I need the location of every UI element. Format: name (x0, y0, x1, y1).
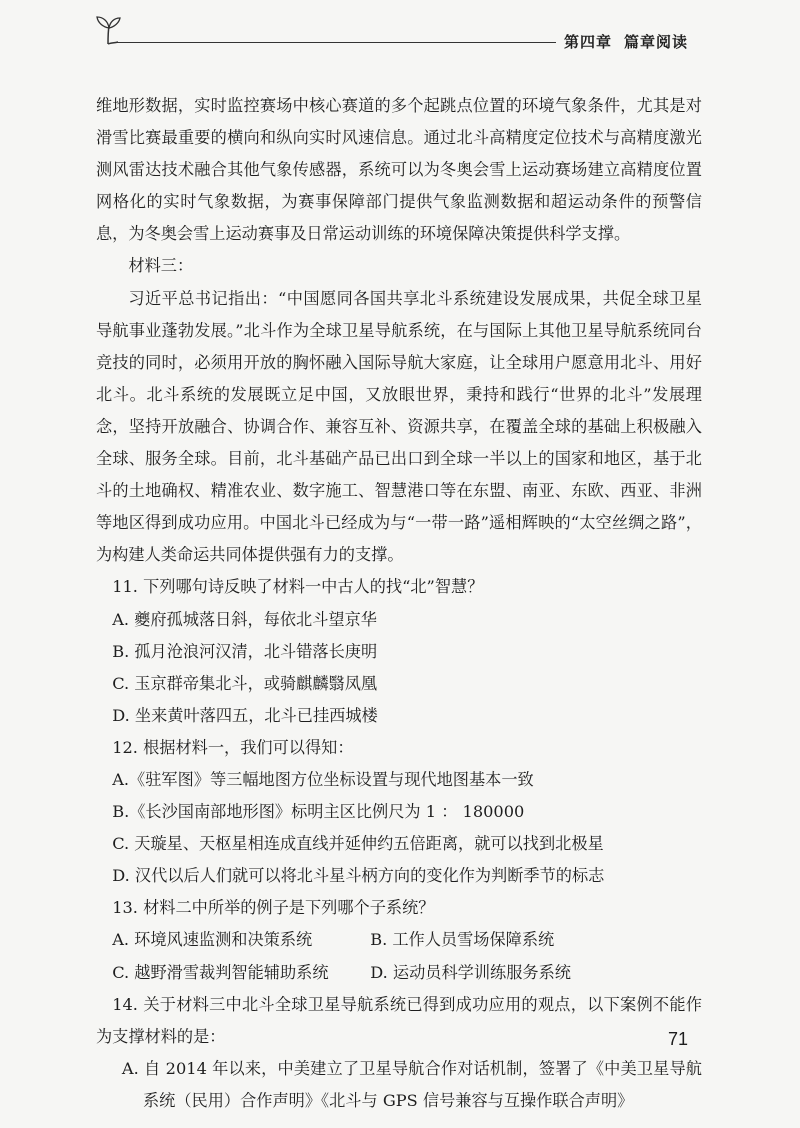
section-title: 篇章阅读 (624, 33, 689, 51)
option-b: B.《长沙国南部地形图》标明主区比例尺为 1 ： 180000 (112, 802, 525, 822)
option-b: B. 工作人员雪场保障系统 (370, 930, 555, 950)
option-a: A.《驻军图》等三幅地图方位坐标设置与现代地图基本一致 (112, 769, 534, 789)
options-row (96, 924, 702, 956)
option-d: D. 坐来黄叶落四五，北斗已挂西城楼 (112, 705, 378, 725)
question-13 (96, 892, 702, 988)
option-c: C. 玉京群帝集北斗，或骑麒麟翳凤凰 (112, 673, 378, 693)
paragraph-continuation: 维地形数据，实时监控赛场中核心赛道的多个起跳点位置的环境气象条件，尤其是对滑雪比赛最重要的横向和纵向实时风速信息。通过北斗高精度定位技术与高精度激光测风雷达技术融合其他气象传感器，系统可以为冬奥会雪上运动赛场建立高精度位置网格化的实时气象数据，为赛事保障部门提供气象监测数据和超运动条件的预警信息，为冬奥会雪上运动赛事及日常运动训练的环境保障决策提供科学支撑。 (96, 96, 702, 244)
option-a: A. 夔府孤城落日斜，每依北斗望京华 (112, 609, 377, 629)
option-c: C. 越野滑雪裁判智能辅助系统 (112, 962, 329, 982)
material-three-paragraph: 习近平总书记指出：“中国愿同各国共享北斗系统建设发展成果，共促全球卫星导航事业蓬勃发展。”北斗作为全球卫星导航系统，在与国际上其他卫星导航系统同台竞技的同时，必须用开放的胸怀融入国际导航大家庭，让全球用户愿意用北斗、用好北斗。北斗系统的发展既立足中国，又放眼世界，秉持和践行“世界的北斗”发展理念，坚持开放融合、协调合作、兼容互补、资源共享，在覆盖全球的基础上积极融入全球、服务全球。目前，北斗基础产品已出口到全球一半以上的国家和地区，基于北斗的土地确权、精准农业、数字施工、智慧港口等在东盟、南亚、东欧、西亚、非洲等地区得到成功应用。中国北斗已经成为与“一带一路”遥相辉映的“太空丝绸之路”，为构建人类命运共同体提供强有力的支撑。 (96, 288, 702, 565)
option-c: C. 天璇星、天枢星相连成直线并延伸约五倍距离，就可以找到北极星 (112, 834, 604, 854)
option-d: D. 运动员科学训练服务系统 (370, 962, 571, 982)
question-stem: 12. 根据材料一，我们可以得知： (112, 737, 354, 757)
option-b: B. 孤月沧浪河汉清，北斗错落长庚明 (112, 641, 378, 661)
option-a: A. 环境风速监测和决策系统 (112, 930, 313, 950)
material-three-label: 材料三： (128, 256, 194, 276)
chapter-number: 第四章 (564, 33, 613, 51)
question-stem: 11. 下列哪句诗反映了材料一中古人的找“北”智慧？ (112, 577, 484, 597)
page-number: 71 (668, 1029, 689, 1049)
question-11 (96, 571, 702, 731)
options-row (96, 957, 702, 989)
option-d: D. 汉代以后人们就可以将北斗星斗柄方向的变化作为判断季节的标志 (112, 866, 605, 886)
question-stem: 14. 关于材料三中北斗全球卫星导航系统已得到成功应用的观点，以下案例不能作为支撑材料的是： (96, 994, 702, 1046)
header-rule (116, 42, 556, 43)
question-stem: 13. 材料二中所举的例子是下列哪个子系统？ (112, 898, 435, 918)
question-14 (96, 989, 702, 1117)
page-body (96, 90, 702, 1117)
question-12 (96, 732, 702, 892)
chapter-title (564, 31, 688, 52)
option-a: A. 自 2014 年以来，中美建立了卫星导航合作对话机制，签署了《中美卫星导航系统（民用）合作声明》《北斗与 GPS 信号兼容与互操作联合声明》 (121, 1058, 702, 1110)
page-header (0, 0, 800, 60)
